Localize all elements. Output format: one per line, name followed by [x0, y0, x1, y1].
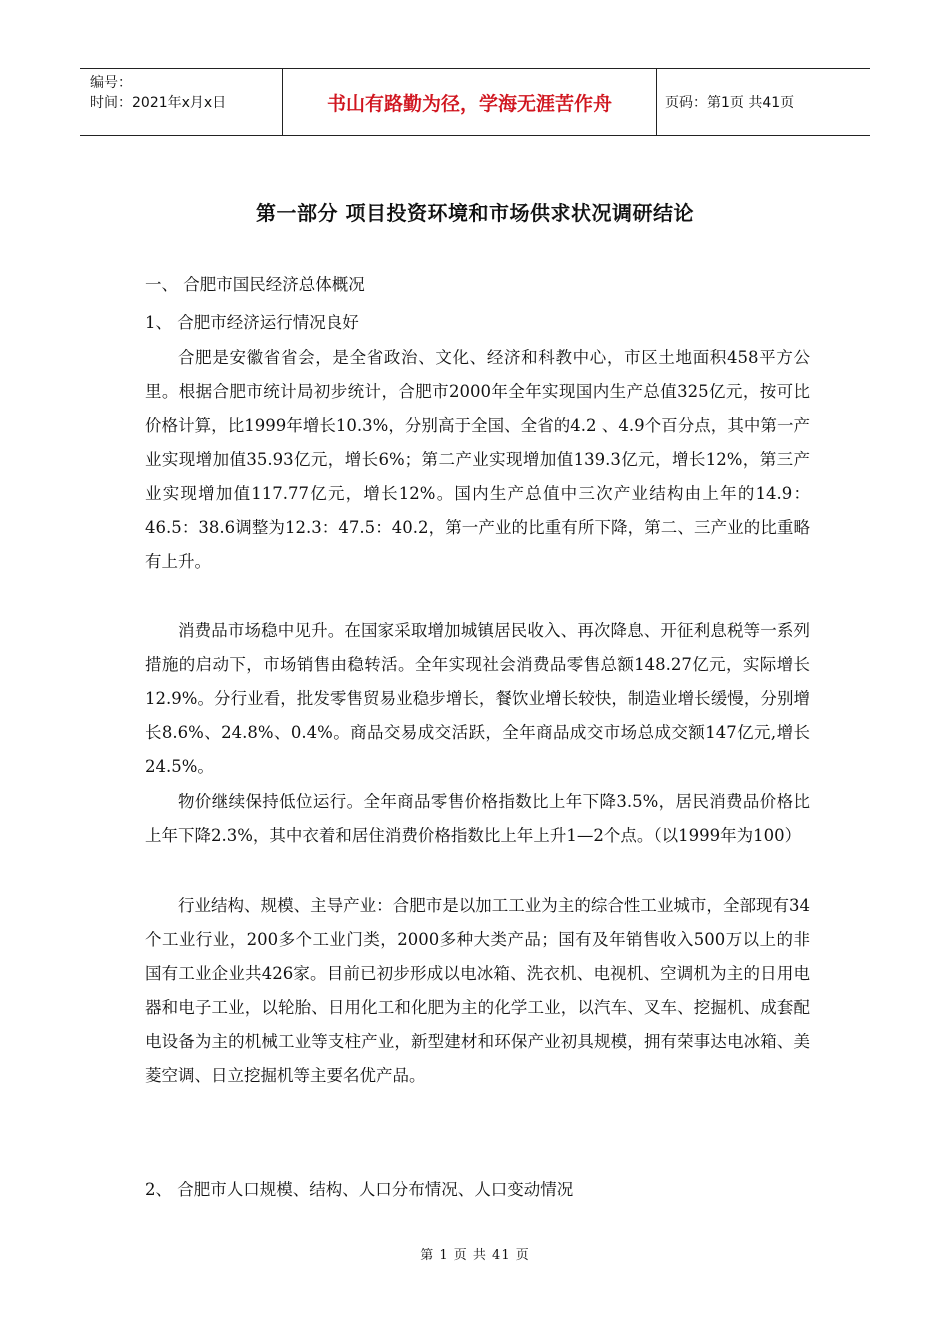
time-label: 时间：2021年x月x日: [90, 95, 227, 111]
motto-text: 书山有路勤为径，学海无涯苦作舟: [326, 92, 612, 115]
code-label: 编号：: [90, 75, 132, 91]
header-meta-cell: [80, 69, 282, 135]
page-info-text: 页码：第1页 共41页: [665, 95, 795, 111]
subsection-heading: 2、 合肥市人口规模、结构、人口分布情况、人口变动情况: [145, 1180, 574, 1199]
paragraph-economy: 合肥是安徽省省会，是全省政治、文化、经济和科教中心，市区土地面积458平方公里。根据合肥市统计局初步统计，合肥市2000年全年实现国内生产总值325亿元，按可比价格计算，比1999年增长10.3%，分别高于全国、全省的4.2 、4.9个百分点，其中第一产业实现增加值35.93亿元，增长6%；第二产业实现增加值139.3亿元，增长12%，第三产业实现增加值117.77亿元，增长12%。国内生产总值中三次产业结构由上年的14.9：46.5：38.6调整为12.3：47.5：40.2，第一产业的比重有所下降，第二、三产业的比重略有上升。: [145, 348, 810, 571]
document-title: 第一部分 项目投资环境和市场供求状况调研结论: [256, 201, 694, 225]
paragraph-industry: 行业结构、规模、主导产业：合肥市是以加工工业为主的综合性工业城市，全部现有34个工业行业，200多个工业门类，2000多种大类产品；国有及年销售收入500万以上的非国有工业企业共426家。目前已初步形成以电冰箱、洗衣机、电视机、空调机为主的日用电器和电子工业，以轮胎、日用化工和化肥为主的化学工业，以汽车、叉车、挖掘机、成套配电设备为主的机械工业等支柱产业，新型建材和环保产业初具规模，拥有荣事达电冰箱、美菱空调、日立挖掘机等主要名优产品。: [145, 896, 810, 1085]
motto-cell: [282, 69, 657, 135]
section-heading: 一、 合肥市国民经济总体概况: [145, 275, 365, 294]
paragraph-consumption: 消费品市场稳中见升。在国家采取增加城镇居民收入、再次降息、开征利息税等一系列措施的启动下，市场销售由稳转活。全年实现社会消费品零售总额148.27亿元，实际增长12.9%。分行业看，批发零售贸易业稳步增长，餐饮业增长较快，制造业增长缓慢，分别增长8.6%、24.8%、0.4%。商品交易成交活跃，全年商品成交市场总成交额147亿元,增长24.5%。: [145, 621, 810, 776]
header-table: [80, 68, 870, 136]
subsection-heading: 1、 合肥市经济运行情况良好: [145, 313, 359, 332]
paragraph-prices: 物价继续保持低位运行。全年商品零售价格指数比上年下降3.5%，居民消费品价格比上年下降2.3%，其中衣着和居住消费价格指数比上年上升1—2个点。（以1999年为100）: [145, 792, 810, 845]
page-footer: 第 1 页 共 41 页: [420, 1248, 530, 1263]
page-info-cell: [657, 69, 870, 135]
